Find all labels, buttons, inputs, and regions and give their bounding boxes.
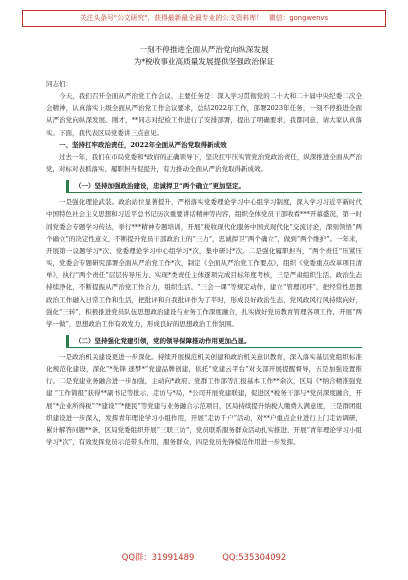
subsection-paragraph-2: 一是政治机关建设更进一步深化。持续开展模范机关创建和政治机关意识教育，深入落实基层党组织标准化规范化建设，深化“*先锋 逐梦*”党建品牌创建，依托“党建云平台”对支部开展提醒督导，五是加强设置推行。二是党建业务融合进一步加强，主动向*政府、党群工作部等汇报基本工作**余次，区局《*纳合精准强党建 “工作简报”获得**副书记等批示，走访与*局，*公司开展党建联建，促进区*税务干部与*党员深度融合，开展“*企业所得税”“*建设”“*便民”等党建与业务融合示范项目，区局持续提升纳税人缴费人满意度，三是群团组织建设进一步深入，发挥青年理论学习小组作用，开展“走访千户”活动，对**户重点企业进行上门走访调研，累计解答问题**条，区局党委组织开展“三联三访”，党员联系服务群众活动扎实推进，开展“青年理论学习小组学习*次”，有效发挥党员示范带头作用，服务群众，四是党员先锋模范作用进一步发挥。 [46,352,362,447]
footer-qq: QQ:535304092 [222,552,287,562]
banner-text: 关注头条号"公文研究"，获得最新最全最专业的公文资料库！ [79,14,263,22]
section-paragraph-1: 过去一年，我们在市局党委和*政府的正确领导下，坚决扛牢压实管党治党政治责任，纵深推进全面从严治党，对标对表抓落实、履职担当促提升，有力推动全面从严治党取得新成效。 [46,152,362,174]
promo-banner [22,10,386,27]
footer-qq-group: QQ群：31991489 [121,552,195,562]
document-subtitle: 为*税收事业高质量发展提供坚强政治保证 [133,57,275,66]
section-heading-1: 一、坚持扛牢政治责任，2022年全面从严治党取得新成效 [59,140,227,149]
subsection-heading-1: （一）坚持加强政治建设，忠诚捍卫“两个确立”更加坚定。 [46,180,362,193]
contact-footer [0,551,408,563]
salutation: 同志们： [46,80,72,88]
banner-wechat: 微信：gongwenvs [268,14,329,22]
document-body [46,78,362,448]
document-title: 一刻不停推进全面从严治党向纵深发展 [139,45,269,54]
subsection-paragraph-1: 一是强化理论武装。政治站位显著提升，严格落实党委理论学习中心组学习制度，深入学习习近平新时代中国特色社会主义思想和习近平总书记历次重要讲话精神等内容，组织全体党员干部收看***开幕盛况，第一时间党委会专题学习传达，举行***精神专题培训，开展“税收现代化服务中国式现代化”交流讨论，深刻领悟“两个确立”的决定性意义，不断提升党员干部政治上的“三力”，忠诚捍卫“两个确立”，做到“两个维护”。一年来，开展第一议题学习*次、党委理论学习中心组学习*次，集中研讨*次。二是强化履职担当，“两个责任”压紧压实，党委会专题研究部署全面从严治党工作*次，制定《全面从严治党工作要点》，组织《党委重点改革项目清单》，执行“两个责任”层层传导压力、实现*类责任主体逐项完成目标年度考核，三是严肃组织生活，政治生态持续净化，不断提振从严治党工作合力，组织生活、“三会一课”等规定动作，建立“管理闭环”，把经常性思想政治工作融入日常工作和生活，把批评和自我批评作为了平时，形成良好政治生态，党风政风行风持续向好，强化“三转”，积极推进党员队伍思想政治建设与业务工作深度融合，扎实做好党员教育管理各项工作，开展“两学一做”，思想政治工作有效发力，形成良好的思想政治工作氛围。 [46,198,362,328]
intro-paragraph: 今天，我们召开全面从严治党工作会议，主要任务是：深入学习贯彻党的二十大和二十届中央纪委二次全会精神，认真落实上级全面从严治党工作会议要求，总结2022年工作，部署2023年任务，一刻不停推进全面从严治党向纵深发展。刚才，**同志对纪检工作进行了安排部署，提出了明确要求，我都同意，请大家认真落实。下面，我代表区局党委讲三点意见。 [46,92,362,137]
subsection-heading-2: （二）坚持强化党建引领，党的领导保障推动作用更加凸显。 [46,335,362,348]
